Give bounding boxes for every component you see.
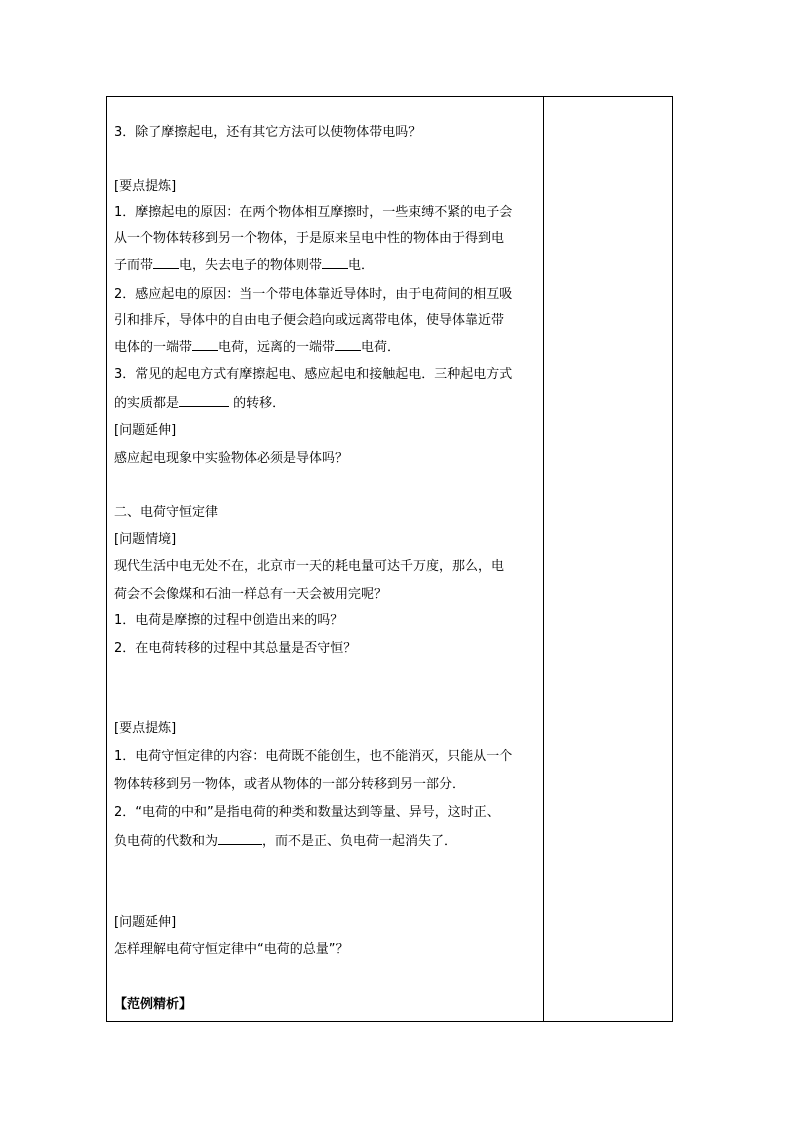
fill-blank[interactable] [192, 338, 218, 351]
column-divider [543, 96, 544, 1022]
extension-header-1: [问题延伸] [114, 423, 177, 438]
situation-line-a: 现代生活中电无处不在，北京市一天的耗电量可达千万度，那么，电 [114, 559, 505, 574]
question-3: 3．除了摩擦起电，还有其它方法可以使物体带电吗？ [114, 125, 422, 140]
tips1-item3-line-b [114, 394, 285, 413]
text-segment: 的转移． [229, 396, 286, 411]
extension-question-2: 怎样理解电荷守恒定律中“电荷的总量”？ [114, 942, 349, 957]
tips1-item2-line-a: 2．感应起电的原因：当一个带电体靠近导体时，由于电荷间的相互吸 [114, 287, 513, 302]
tips2-item2-line-b [114, 832, 457, 851]
text-segment: ，而不是正、负电荷一起消失了． [262, 834, 458, 849]
text-segment: 负电荷的代数和为 [114, 834, 219, 849]
tips1-item1-line-c [114, 256, 374, 275]
examples-header: 【范例精析】 [114, 997, 193, 1012]
situation-header: [问题情境] [114, 532, 177, 547]
situation-line-b: 荷会不会像煤和石油一样总有一天会被用完呢？ [114, 587, 388, 602]
tips2-item1-line-b: 物体转移到另一物体，或者从物体的一部分转移到另一部分． [114, 777, 466, 792]
text-segment: 电荷． [361, 340, 401, 355]
fill-blank[interactable] [218, 832, 262, 845]
tips1-item1-line-a: 1．摩擦起电的原因：在两个物体相互摩擦时，一些束缚不紧的电子会 [114, 205, 513, 220]
text-segment: 电． [348, 258, 375, 273]
tips1-item3-line-a: 3．常见的起电方式有摩擦起电、感应起电和接触起电．三种起电方式 [114, 367, 513, 382]
text-segment: 电，失去电子的物体则带 [179, 258, 323, 273]
extension-question-1: 感应起电现象中实验物体必须是导体吗？ [114, 451, 349, 466]
tips-header-2: [要点提炼] [114, 721, 177, 736]
extension-header-2: [问题延伸] [114, 915, 177, 930]
main-cell [114, 96, 538, 1022]
text-segment: 子而带 [114, 258, 154, 273]
tips2-item1-line-a: 1．电荷守恒定律的内容：电荷既不能创生，也不能消灭，只能从一个 [114, 749, 513, 764]
tips1-item1-line-b: 从一个物体转移到另一个物体，于是原来呈电中性的物体由于得到电 [114, 231, 505, 246]
fill-blank[interactable] [153, 256, 179, 269]
text-segment: 电体的一端带 [114, 340, 193, 355]
section-2-title: 二、电荷守恒定律 [114, 505, 219, 520]
fill-blank[interactable] [179, 394, 229, 407]
tips2-item2-line-a: 2．“电荷的中和”是指电荷的种类和数量达到等量、异号，这时正、 [114, 805, 500, 820]
tips-header-1: [要点提炼] [114, 179, 177, 194]
text-segment: 电荷，远离的一端带 [218, 340, 336, 355]
fill-blank[interactable] [322, 256, 348, 269]
fill-blank[interactable] [335, 338, 361, 351]
text-segment: 的实质都是 [114, 396, 180, 411]
situation-question-2: 2．在电荷转移的过程中其总量是否守恒？ [114, 641, 357, 656]
tips1-item2-line-b: 引和排斥，导体中的自由电子便会趋向或远离带电体，使导体靠近带 [114, 313, 505, 328]
situation-question-1: 1．电荷是摩擦的过程中创造出来的吗？ [114, 613, 344, 628]
tips1-item2-line-c [114, 338, 400, 357]
